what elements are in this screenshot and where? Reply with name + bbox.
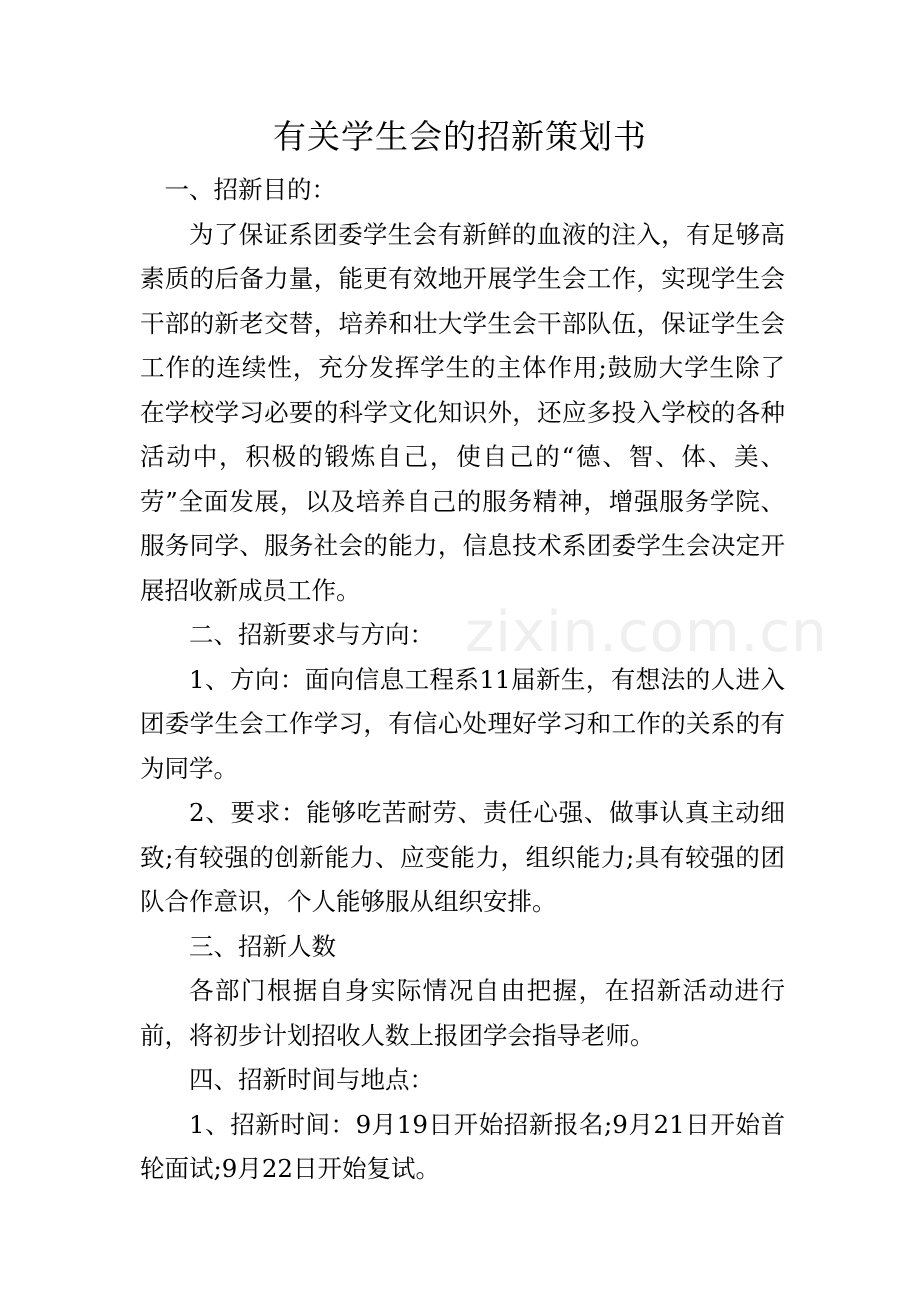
section-heading-purpose: 一、招新目的： [164,175,336,204]
paragraph-headcount: 各部门根据自身实际情况自由把握，在招新活动进行前，将初步计划招收人数上报团学会指导老师。 [140,976,785,1050]
watermark-text: zixin.com.cn [465,600,828,665]
paragraph-direction: 1、方向：面向信息工程系11届新生，有想法的人进入团委学生会工作学习，有信心处理好学习和工作的关系的有为同学。 [140,664,785,783]
section-heading-time-place: 四、招新时间与地点： [189,1065,434,1094]
section-heading-requirements: 二、招新要求与方向： [189,620,434,649]
paragraph-time: 1、招新时间：9月19日开始招新报名;9月21日开始首轮面试;9月22日开始复试。 [140,1109,785,1183]
document-body [140,168,785,1192]
paragraph-requirements: 2、要求：能够吃苦耐劳、责任心强、做事认真主动细致;有较强的创新能力、应变能力，组织能力;具有较强的团队合作意识，个人能够服从组织安排。 [140,798,785,916]
section-heading-headcount: 三、招新人数 [189,931,336,961]
document-title: 有关学生会的招新策划书 [273,117,647,156]
paragraph-purpose: 为了保证系团委学生会有新鲜的血液的注入，有足够高素质的后备力量，能更有效地开展学生会工作，实现学生会干部的新老交替，培养和壮大学生会干部队伍，保证学生会工作的连续性，充分发挥学生的主体作用;鼓励大学生除了在学校学习必要的科学文化知识外，还应多投入学校的各种活动中，积极的锻炼自己，使自己的“德、智、体、美、劳”全面发展，以及培养自己的服务精神，增强服务学院、服务同学、服务社会的能力，信息技术系团委学生会决定开展招收新成员工作。 [140,219,785,605]
